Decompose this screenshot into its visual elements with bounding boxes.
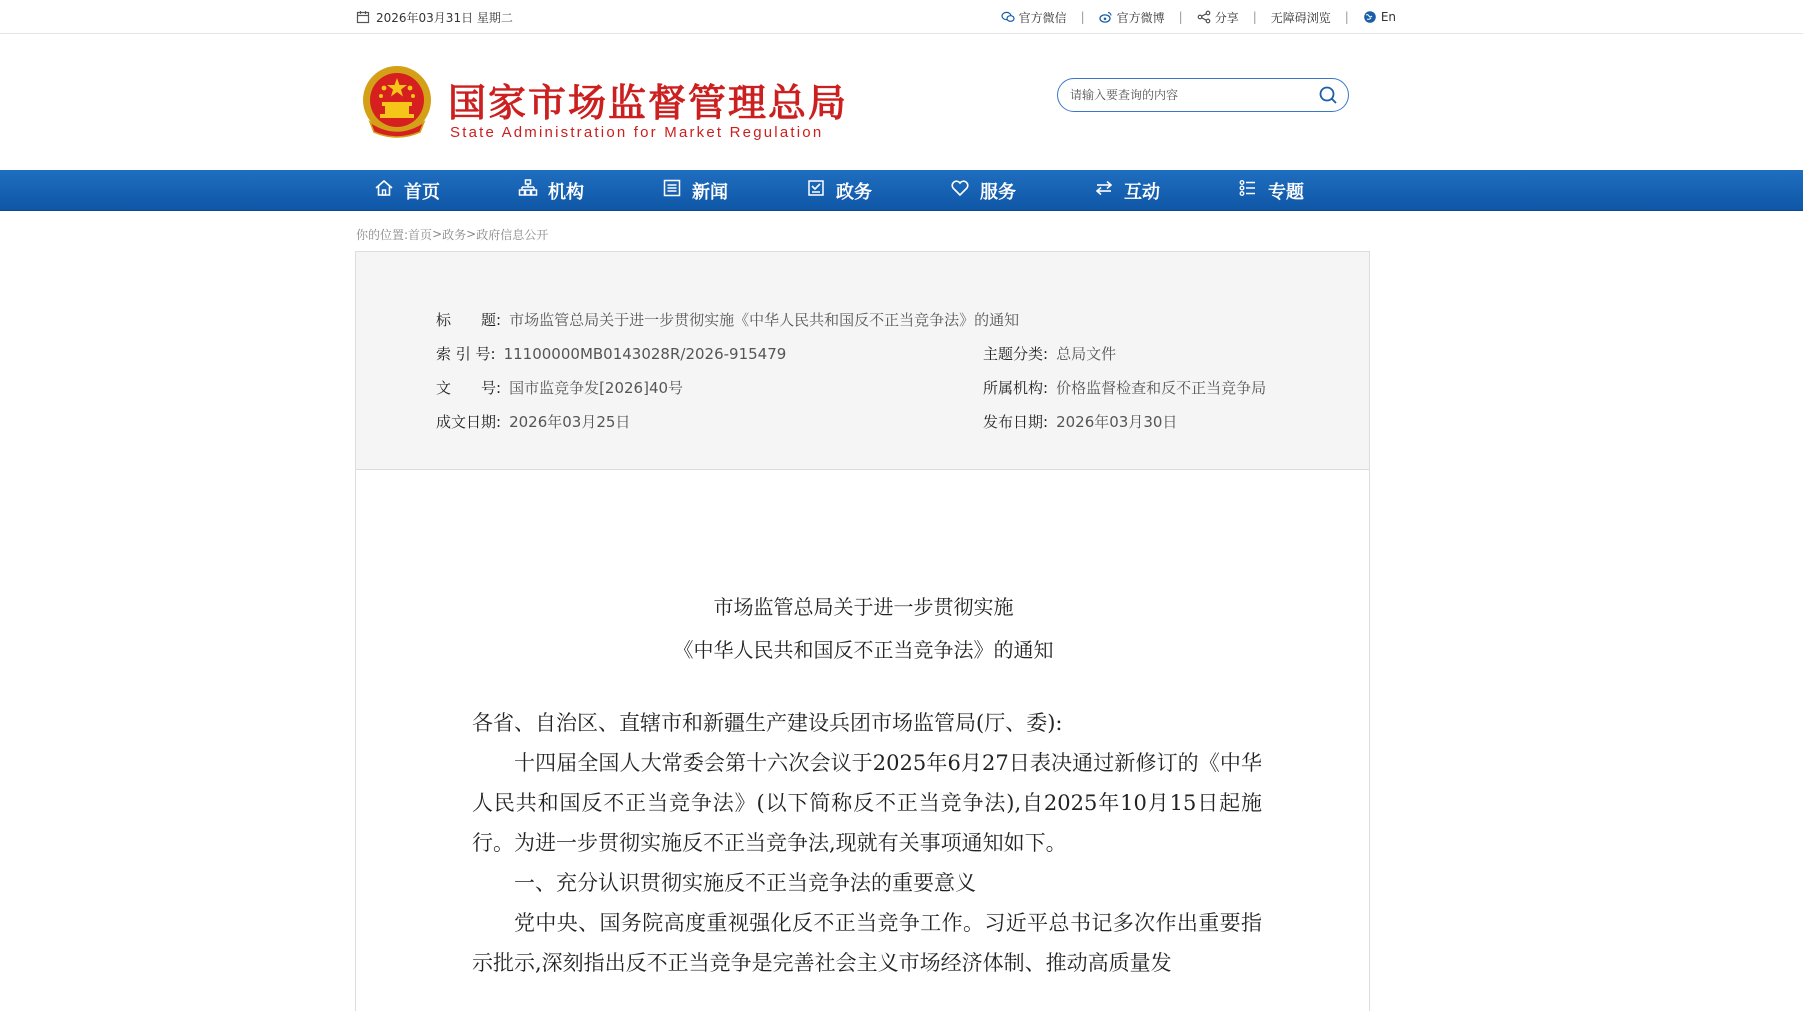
breadcrumb-prefix: 你的位置: — [356, 227, 409, 242]
nav-government-label: 政务 — [836, 181, 872, 203]
meta-title-label: 标 题: — [436, 311, 502, 329]
share-icon — [1197, 10, 1211, 24]
meta-written-row — [436, 411, 630, 432]
breadcrumb-government[interactable]: 政务 — [442, 227, 467, 242]
nav-topics[interactable] — [1238, 178, 1382, 204]
meta-index-row — [436, 343, 786, 364]
meta-topic-label: 主题分类: — [983, 345, 1049, 363]
meta-org-row — [983, 377, 1266, 398]
document-meta — [356, 252, 1369, 470]
separator: | — [1252, 10, 1257, 24]
nav-organization[interactable] — [518, 178, 662, 204]
accessibility-link[interactable] — [1271, 9, 1331, 26]
meta-publish-row — [983, 411, 1177, 432]
meta-index-value: 11100000MB0143028R/2026-915479 — [503, 344, 787, 363]
doc-heading: 一、充分认识贯彻实施反不正当竞争法的重要意义 — [514, 871, 976, 895]
meta-org-value: 价格监督检查和反不正当竞争局 — [1056, 379, 1267, 397]
nav-topics-label: 专题 — [1268, 181, 1304, 203]
heart-icon — [950, 178, 970, 203]
breadcrumb-separator: > — [432, 227, 443, 241]
english-link[interactable] — [1363, 10, 1396, 24]
meta-docno-label: 文 号: — [436, 379, 502, 397]
nav-home[interactable] — [374, 178, 518, 204]
site-title-cn[interactable]: 国家市场监督管理总局 — [448, 81, 849, 125]
nav-interaction-label: 互动 — [1124, 181, 1160, 203]
nav-organization-label: 机构 — [548, 181, 584, 203]
nav-home-label: 首页 — [404, 181, 440, 203]
doc-paragraph: 党中央、国务院高度重视强化反不正当竞争工作。习近平总书记多次作出重要指示批示,深刻指出反不正当竞争是完善社会主义市场经济体制、推动高质量发 — [472, 911, 1262, 975]
nav-news-label: 新闻 — [692, 181, 728, 203]
doc-title-line2: 《中华人民共和国反不正当竞争法》的通知 — [673, 638, 1054, 662]
official-weibo-link[interactable] — [1099, 9, 1165, 26]
globe-icon — [1363, 10, 1377, 24]
meta-title-row — [436, 309, 1019, 330]
meta-written-value: 2026年03月25日 — [509, 413, 631, 431]
meta-title-value: 市场监管总局关于进一步贯彻实施《中华人民共和国反不正当竞争法》的通知 — [509, 311, 1020, 329]
english-label: En — [1380, 10, 1396, 24]
search-box — [1057, 78, 1349, 112]
national-emblem-icon[interactable] — [360, 64, 434, 140]
list-icon — [1238, 178, 1258, 203]
nav-government[interactable] — [806, 178, 950, 204]
official-wechat-label: 官方微信 — [1018, 10, 1067, 25]
date-text: 2026年03月31日 星期二 — [376, 10, 513, 25]
doc-paragraph: 十四届全国人大常委会第十六次会议于2025年6月27日表决通过新修订的《中华人民共和国反不正当竞争法》(以下简称反不正当竞争法),自2025年10月15日起施行。为进一步贯彻实施反不正当竞争法,现就有关事项通知如下。 — [472, 751, 1262, 855]
share-link[interactable] — [1197, 9, 1239, 26]
meta-publish-value: 2026年03月30日 — [1056, 413, 1178, 431]
org-icon — [518, 178, 538, 203]
accessibility-label: 无障碍浏览 — [1270, 10, 1331, 25]
current-date — [356, 9, 513, 26]
article-container — [355, 251, 1370, 1011]
separator: | — [1178, 10, 1183, 24]
breadcrumb-info-disclosure[interactable]: 政府信息公开 — [476, 227, 549, 242]
nav-service[interactable] — [950, 178, 1094, 204]
official-wechat-link[interactable] — [1001, 9, 1067, 26]
news-icon — [662, 178, 682, 203]
home-icon — [374, 178, 394, 203]
doc-salutation: 各省、自治区、直辖市和新疆生产建设兵团市场监管局(厅、委): — [472, 711, 1063, 735]
calendar-icon — [356, 10, 370, 24]
site-title-en: State Administration for Market Regulation — [450, 124, 824, 141]
meta-docno-value: 国市监竞争发[2026]40号 — [509, 379, 684, 397]
top-links — [1001, 9, 1396, 26]
site-header — [0, 34, 1803, 170]
exchange-icon — [1094, 178, 1114, 203]
nav-interaction[interactable] — [1094, 178, 1238, 204]
meta-publish-label: 发布日期: — [983, 413, 1049, 431]
breadcrumb-separator: > — [466, 227, 477, 241]
meta-topic-value: 总局文件 — [1056, 345, 1117, 363]
doc-text — [472, 703, 1262, 983]
separator: | — [1080, 10, 1085, 24]
gov-icon — [806, 178, 826, 203]
main-nav — [0, 170, 1803, 211]
wechat-icon — [1001, 10, 1015, 24]
breadcrumb-home[interactable]: 首页 — [408, 227, 433, 242]
meta-index-label: 索 引 号: — [436, 345, 496, 363]
nav-news[interactable] — [662, 178, 806, 204]
doc-title-line1: 市场监管总局关于进一步贯彻实施 — [713, 595, 1014, 619]
separator: | — [1344, 10, 1349, 24]
meta-docno-row — [436, 377, 683, 398]
nav-service-label: 服务 — [980, 181, 1016, 203]
weibo-icon — [1099, 10, 1113, 24]
breadcrumb — [356, 225, 1803, 243]
top-bar — [0, 0, 1803, 34]
meta-written-label: 成文日期: — [436, 413, 502, 431]
search-icon[interactable] — [1318, 85, 1338, 105]
meta-org-label: 所属机构: — [983, 379, 1049, 397]
meta-topic-row — [983, 343, 1116, 364]
share-label: 分享 — [1214, 10, 1239, 25]
search-input[interactable] — [1070, 88, 1318, 102]
official-weibo-label: 官方微博 — [1116, 10, 1165, 25]
